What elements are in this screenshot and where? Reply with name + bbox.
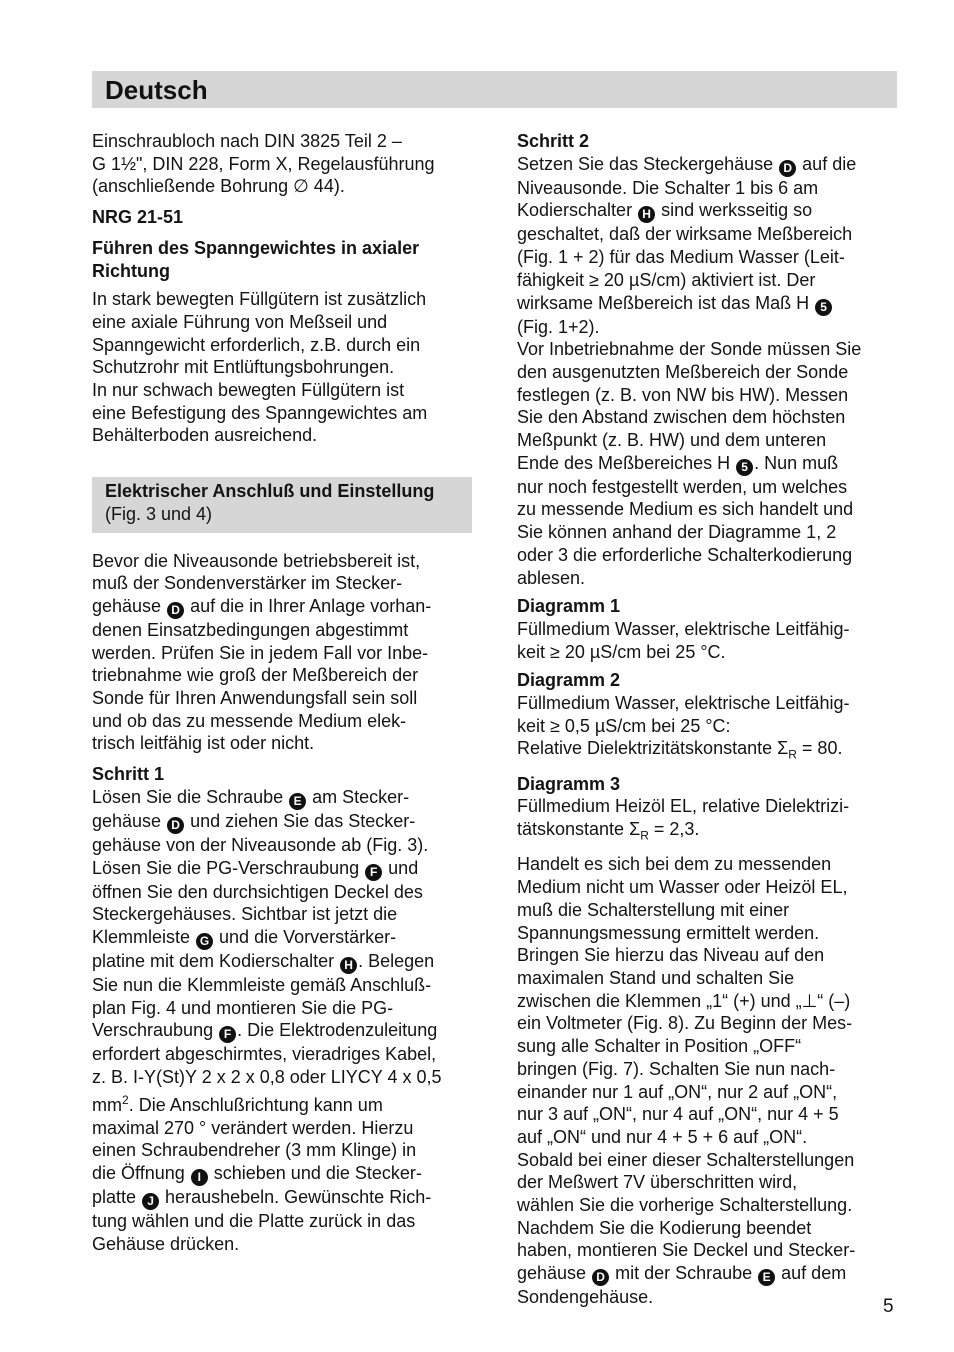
marker-h-icon: H [638,206,655,223]
left-column [92,130,477,1255]
page-number: 5 [883,1296,894,1317]
marker-f-icon: F [365,864,382,881]
step2-paragraph: Setzen Sie das Steckergehäuse D auf die Niveausonde. Die Schalter 1 bis 6 am Kodierschalter H sind werksseitig so geschaltet, daß der wirksame Meßbereich (Fig. 1 + 2) für das Medium Wasser (Leit- fähigkeit ≥ 20 µS/cm) aktiviert ist. Der wirksame Meßbereich ist das Maß H 5 (Fig. 1+2). Vor Inbetriebnahme der Sonde müssen Sie den ausgenutzten Meßbereich der Sonde festlegen (z. B. von NW bis HW). Messen Sie den Abstand zwischen dem höchsten Meßpunkt (z. B. HW) und dem unteren Ende des Meßbereiches H 5 . Nun muß nur noch festgestellt werden, um welches zu messende Medium es sich handelt und Sie können anhand der Diagramme 1, 2 oder 3 die erforderliche Schalterkodierung ablesen. [517,153,862,588]
step1-heading: Schritt 1 [92,764,165,785]
step2-heading: Schritt 2 [517,131,590,151]
marker-5-icon: 5 [736,459,753,476]
intro-paragraph: Einschraubloch nach DIN 3825 Teil 2 – G 1½", DIN 228, Form X, Regelausführung (anschließende Bohrung ∅ 44). [92,131,435,197]
diagram2-heading: Diagramm 2 [517,670,621,691]
marker-e-icon: E [289,793,306,810]
diagram1-heading: Diagramm 1 [517,596,621,617]
guide-paragraph: In stark bewegten Füllgütern ist zusätzlich eine axiale Führung von Meßseil und Spanngewicht erforderlich, z.B. durch ein Schutzrohr mit Entlüftungsbohrungen. In nur schwach bewegten Füllgütern ist eine Befestigung des Spanngewichtes am Behälterboden ausreichend. [92,289,428,446]
marker-i-icon: I [191,1169,208,1186]
guide-heading: Führen des Spanngewichtes in axialer Richtung [92,237,420,281]
marker-e-icon: E [758,1269,775,1286]
marker-j-icon: J [142,1193,159,1210]
step1-paragraph: Lösen Sie die Schraube E am Stecker- gehäuse D und ziehen Sie das Stecker- gehäuse von der Niveausonde ab (Fig. 3). Lösen Sie die PG-Verschraubung F und öffnen Sie den durchsichtigen Deckel des Steckergehäuses. Sichtbar ist jetzt die Klemmleiste G und die Vorverstärker- platine mit dem Kodierschalter H . Belegen Sie nun die Klemmleiste gemäß Anschluß- plan Fig. 4 und montieren Sie die PG- Verschraubung F . Die Elektrodenzuleitung erfordert abgeschirmtes, vieradriges Kabel, z. B. I-Y(St)Y 2 x 2 x 0,8 oder LIYCY 4 x 0,5 $mm^2$. Die Anschlußrichtung kann um maximal 270 ° verändert werden. Hierzu einen Schraubendreher (3 mm Klinge) in die Öffnung I schieben und die Stecker- platte J heraushebeln. Gewünschte Rich- tung wählen und die Platte zurück in das Gehäuse drücken. [92,786,442,1254]
model-heading: NRG 21-51 [92,207,184,228]
section-title: Elektrischer Anschluß und Einstellung [105,481,435,502]
marker-d-icon: D [779,160,796,177]
before-paragraph: Bevor die Niveausonde betriebsbereit ist, muß der Sondenverstärker im Stecker- gehäuse D auf die in Ihrer Anlage vorhan- denen Einsatzbedingungen abgestimmt werden. Prüfen Sie in jedem Fall vor Inbe- triebnahme wie groß der Meßbereich der Sonde für Ihren Anwendungsfall sein soll und ob das zu messende Medium elek- trisch leitfähig ist oder nicht. [92,550,432,754]
right-column [517,130,902,1309]
marker-d-icon: D [167,817,184,834]
marker-d-icon: D [167,602,184,619]
section-subtitle: (Fig. 3 und 4) [105,503,213,524]
marker-f-icon: F [219,1026,236,1043]
diagram2-text: Füllmedium Wasser, elektrische Leitfähig- keit ≥ 0,5 µS/cm bei 25 °C: Relative Dielektrizitätskonstante $\Sigma_R = 80$. [517,693,850,763]
diagram1-text: Füllmedium Wasser, elektrische Leitfähig- keit ≥ 20 µS/cm bei 25 °C. [517,618,850,662]
marker-5-icon: 5 [815,299,832,316]
language-title: Deutsch [105,75,208,105]
language-header-bar [92,71,897,108]
marker-g-icon: G [196,933,213,950]
final-paragraph: Handelt es sich bei dem zu messenden Medium nicht um Wasser oder Heizöl EL, muß die Schalterstellung mit einer Spannungsmessung ermittelt werden. Bringen Sie hierzu das Niveau auf den maximalen Stand und schalten Sie zwischen die Klemmen „1“ (+) und „⊥“ (–) ein Voltmeter (Fig. 8). Zu Beginn der Mes- sung alle Schalter in Position „OFF“ bringen (Fig. 7). Schalten Sie nun nach- einander nur 1 auf „ON“, nur 2 auf „ON“, nur 3 auf „ON“, nur 4 auf „ON“, nur 4 + 5 auf „ON“ und nur 4 + 5 + 6 auf „ON“. Sobald bei einer dieser Schalterstellungen der Meßwert 7V überschritten wird, wählen Sie die vorherige Schalterstellung. Nachdem Sie die Kodierung beendet haben, montieren Sie Deckel und Stecker- gehäuse D mit der Schraube E auf dem Sondengehäuse. [517,854,856,1308]
marker-h-icon: H [340,957,357,974]
diagram3-heading: Diagramm 3 [517,773,621,794]
marker-d-icon: D [592,1269,609,1286]
section-header-box [92,477,472,532]
diagram3-text: Füllmedium Heizöl EL, relative Dielektrizi- tätskonstante $\Sigma_R = 2,3$. [517,796,850,843]
